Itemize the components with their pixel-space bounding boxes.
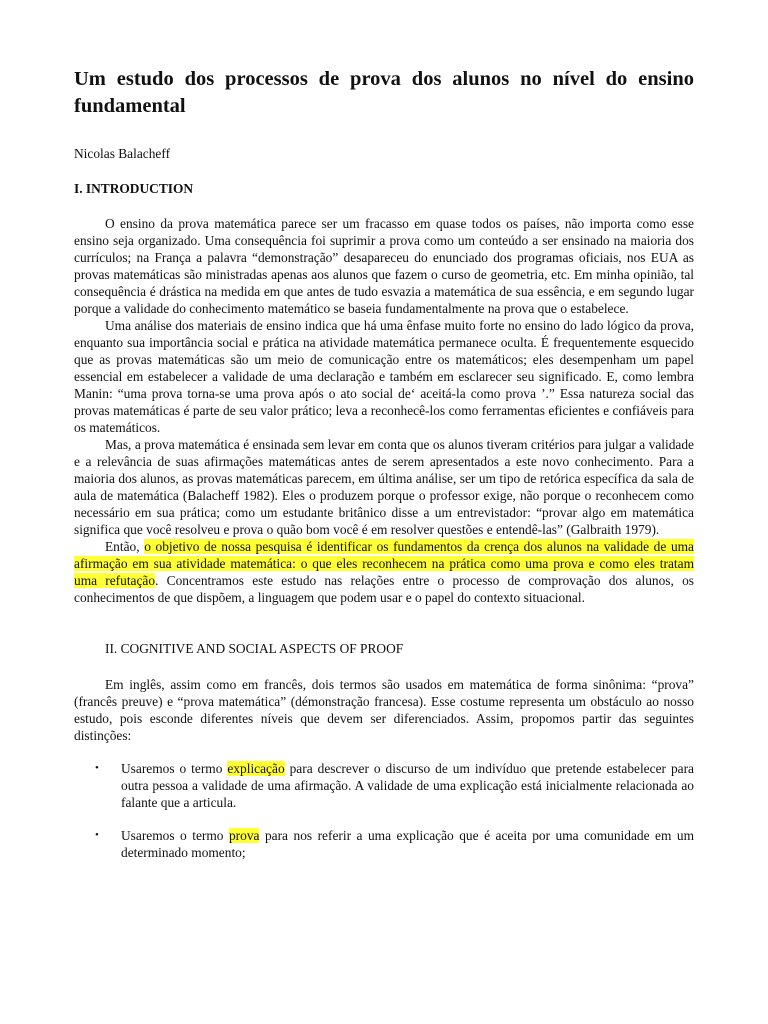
document-page <box>74 66 694 877</box>
list-item-2-after: para nos referir a uma explicação que é aceita por uma comunidade em um determinado momento; <box>121 828 694 860</box>
highlighted-term-prova: prova <box>228 828 260 843</box>
list-item-2-before: Usaremos o termo <box>121 828 229 843</box>
list-item-prova <box>74 827 694 861</box>
author-name: Nicolas Balacheff <box>74 146 171 161</box>
highlighted-research-objective: o objetivo de nossa pesquisa é identificar os fundamentos da crença dos alunos na validade de uma afirmação em sua atividade matemática: o que eles reconhecem na prática como uma prova e como eles tratam uma refutação <box>74 539 694 588</box>
list-item-1-after: para descrever o discurso de um indivíduo que pretende estabelecer para outra pessoa a validade de uma afirmação. A validade de uma explicação está inicialmente relacionada ao falante que a articula. <box>121 761 694 810</box>
intro-paragraph-4-end: . Concentramos este estudo nas relações entre o processo de comprovação dos alunos, os conhecimentos de que dispõem, a linguagem que podem usar e o papel do contexto situacional. <box>74 573 694 605</box>
list-item-1-before: Usaremos o termo <box>121 761 228 776</box>
section2-paragraph-1: Em inglês, assim como em francês, dois termos são usados em matemática de forma sinônima: “prova” (francês preuve) e “prova matemática” (démonstração francesa). Esse costume representa um obstáculo ao nosso estudo, pois esconde diferentes níveis que devem ser diferenciados. Assim, propomos partir das seguintes distinções: <box>74 677 694 743</box>
section-heading-cognitive-social: II. COGNITIVE AND SOCIAL ASPECTS OF PROOF <box>105 641 404 656</box>
intro-paragraph-3: Mas, a prova matemática é ensinada sem levar em conta que os alunos tiveram critérios para julgar a validade e a relevância de suas afirmações matemáticas antes de serem apresentados a este novo conhecimento. Para a maioria dos alunos, as provas matemáticas parecem, em última análise, ser um tipo de retórica específica da sala de aula de matemática (Balacheff 1982). Eles o produzem porque o professor exige, não porque o reconhecem como necessário em sua prática; como um estudante britânico disse a um entrevistador: “provar algo em matemática significa que você resolveu e prova o quão bom você é em resolver questões e entendê-las” (Galbraith 1979). <box>74 437 694 537</box>
intro-paragraph-4 <box>74 538 694 606</box>
intro-paragraph-2: Uma análise dos materiais de ensino indica que há uma ênfase muito forte no ensino do lado lógico da prova, enquanto sua importância social e prática na atividade matemática permanece oculta. É frequentemente esquecido que as provas matemáticas são um meio de comunicação entre os matemáticos; eles desempenham um papel essencial em estabelecer a validade de uma declaração e também em esclarecer seu significado. E, como lembra Manin: “uma prova torna-se uma prova após o ato social de‘ aceitá-la como prova ’.” Essa natureza social das provas matemáticas é parte de seu valor prático; leva a reconhecê-los como ferramentas eficientes e confiáveis para os matemáticos. <box>74 318 694 435</box>
intro-paragraph-4-start: Então, <box>105 539 145 554</box>
distinctions-list <box>74 760 694 861</box>
document-title: Um estudo dos processos de prova dos alunos no nível do ensino fundamental <box>74 68 694 117</box>
list-item-explicacao <box>74 760 694 811</box>
intro-paragraph-1: O ensino da prova matemática parece ser um fracasso em quase todos os países, não importa como esse ensino seja organizado. Uma consequência foi suprimir a prova como um conteúdo a ser ensinado na maioria dos currículos; na França a palavra “demonstração” desapareceu do enunciado dos programas oficiais, nos EUA as provas matemáticas são ministradas apenas aos alunos que fazem o curso de geometria, etc. Em minha opinião, tal consequência é drástica na medida em que antes de tudo esvazia a matemática de sua essência, e em segundo lugar porque a validade do conhecimento matemático se baseia fundamentalmente na prova que o estabelece. <box>74 216 694 316</box>
bullet-icon: • <box>95 762 99 774</box>
introduction-body <box>74 215 694 606</box>
section2-body <box>74 676 694 744</box>
section-heading-introduction: I. INTRODUCTION <box>74 181 194 196</box>
bullet-icon: • <box>95 829 99 841</box>
highlighted-term-explicacao: explicação <box>227 761 285 776</box>
